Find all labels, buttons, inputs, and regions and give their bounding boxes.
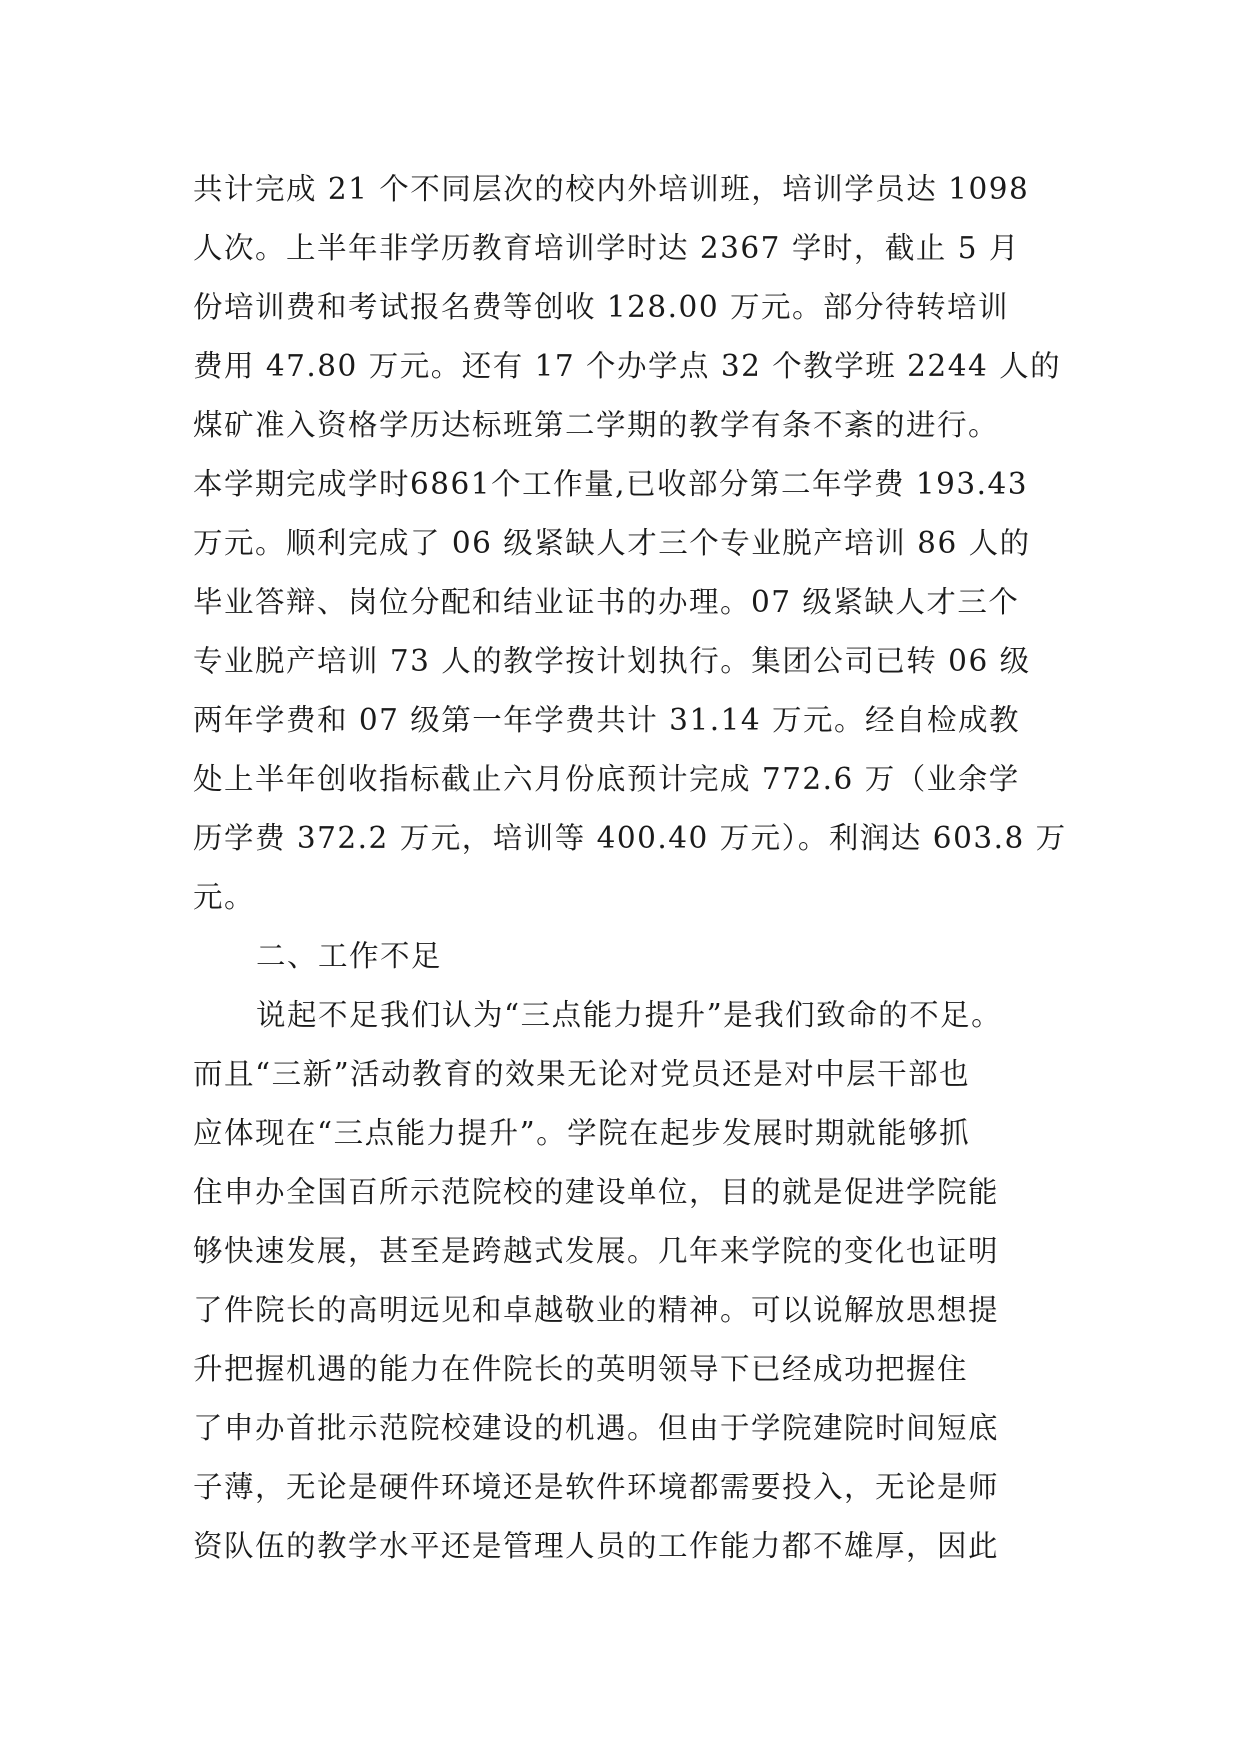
- text-line: 了申办首批示范院校建设的机遇。但由于学院建院时间短底: [193, 1411, 1000, 1445]
- text-line: 够快速发展，甚至是跨越式发展。几年来学院的变化也证明: [193, 1234, 1000, 1268]
- text-line: 本学期完成学时6861个工作量,已收部分第二年学费 193.43: [193, 467, 1029, 501]
- text-line: 煤矿准入资格学历达标班第二学期的教学有条不紊的进行。: [193, 408, 1000, 442]
- text-line: 历学费 372.2 万元，培训等 400.40 万元）。利润达 603.8 万: [193, 821, 1067, 855]
- text-line: 了件院长的高明远见和卓越敬业的精神。可以说解放思想提: [193, 1293, 1000, 1327]
- text-line: 而且“三新”活动教育的效果无论对党员还是对中层干部也: [193, 1057, 971, 1091]
- document-body: [193, 160, 1073, 1576]
- text-line: 两年学费和 07 级第一年学费共计 31.14 万元。经自检成教: [193, 703, 1020, 737]
- text-line: 元。: [193, 880, 256, 914]
- text-line: 份培训费和考试报名费等创收 128.00 万元。部分待转培训: [193, 290, 1009, 324]
- text-line: 处上半年创收指标截止六月份底预计完成 772.6 万（业余学: [193, 762, 1020, 796]
- text-line: 人次。上半年非学历教育培训学时达 2367 学时，截止 5 月: [193, 231, 1020, 265]
- section-heading: 二、工作不足: [256, 939, 443, 973]
- text-line: 应体现在“三点能力提升”。学院在起步发展时期就能够抓: [193, 1116, 971, 1150]
- paragraph-shortcomings: [193, 986, 1073, 1576]
- text-line: 万元。顺利完成了 06 级紧缺人才三个专业脱产培训 86 人的: [193, 526, 1031, 560]
- text-line: 费用 47.80 万元。还有 17 个办学点 32 个教学班 2244 人的: [193, 349, 1062, 383]
- text-line: 资队伍的教学水平还是管理人员的工作能力都不雄厚，因此: [193, 1529, 1000, 1563]
- text-line: 住申办全国百所示范院校的建设单位，目的就是促进学院能: [193, 1175, 1000, 1209]
- text-line: 专业脱产培训 73 人的教学按计划执行。集团公司已转 06 级: [193, 644, 1031, 678]
- text-line: 子薄，无论是硬件环境还是软件环境都需要投入，无论是师: [193, 1470, 1000, 1504]
- paragraph-income-summary: [193, 160, 1073, 927]
- text-line: 说起不足我们认为“三点能力提升”是我们致命的不足。: [256, 998, 1003, 1032]
- text-line: 毕业答辩、岗位分配和结业证书的办理。07 级紧缺人才三个: [193, 585, 1020, 619]
- text-line: 升把握机遇的能力在件院长的英明领导下已经成功把握住: [193, 1352, 969, 1386]
- text-line: 共计完成 21 个不同层次的校内外培训班，培训学员达 1098: [193, 172, 1030, 206]
